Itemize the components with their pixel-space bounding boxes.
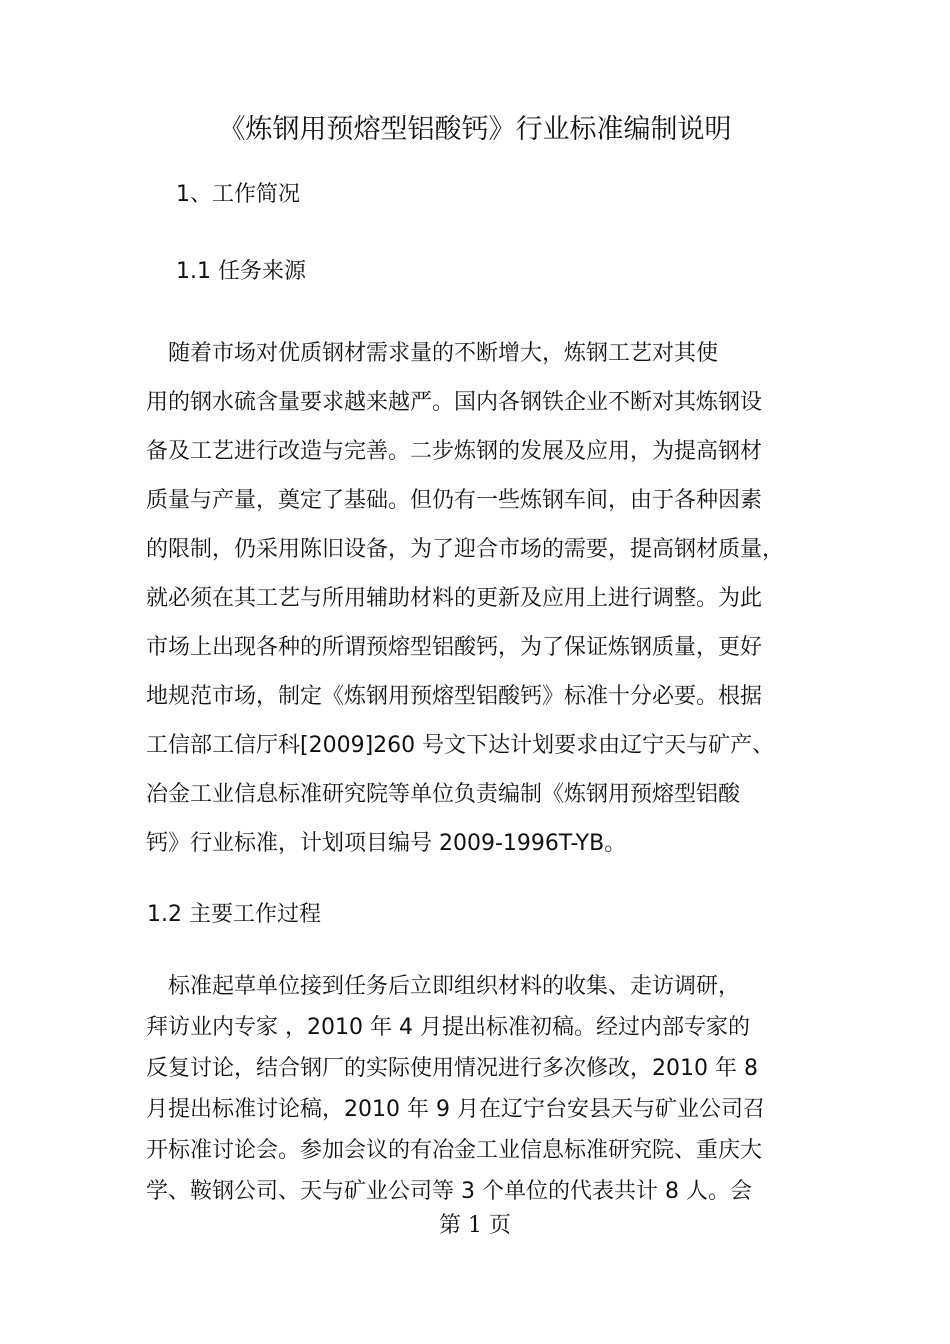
paragraph-line: 标准起草单位接到任务后立即组织材料的收集、走访调研，	[146, 974, 741, 999]
paragraph-line: 拜访业内专家 ，2010 年 4 月提出标准初稿。经过内部专家的	[146, 1015, 750, 1040]
paragraph-line: 冶金工业信息标准研究院等单位负责编制《炼钢用预熔型铝酸	[146, 782, 741, 807]
paragraph-line: 随着市场对优质钢材需求量的不断增大，炼钢工艺对其使	[146, 341, 719, 366]
paragraph-line: 学、鞍钢公司、天与矿业公司等 3 个单位的代表共计 8 人。会	[146, 1179, 752, 1204]
paragraph-line: 用的钢水硫含量要求越来越严。国内各钢铁企业不断对其炼钢设	[146, 390, 763, 415]
paragraph-line: 就必须在其工艺与所用辅助材料的更新及应用上进行调整。为此	[146, 586, 763, 611]
paragraph-line: 地规范市场，制定《炼钢用预熔型铝酸钙》标准十分必要。根据	[146, 684, 763, 709]
paragraph-line: 工信部工信厅科[2009]260 号文下达计划要求由辽宁天与矿产、	[146, 733, 775, 758]
paragraph-line: 反复讨论，结合钢厂的实际使用情况进行多次修改，2010 年 8	[146, 1056, 758, 1081]
section-heading-work-overview: 1、工作简况	[176, 182, 300, 207]
paragraph-line: 质量与产量，奠定了基础。但仍有一些炼钢车间，由于各种因素	[146, 488, 763, 513]
paragraph-line: 月提出标准讨论稿，2010 年 9 月在辽宁台安县天与矿业公司召	[146, 1097, 765, 1122]
paragraph-line: 市场上出现各种的所谓预熔型铝酸钙，为了保证炼钢质量，更好	[146, 635, 763, 660]
paragraph-work-process	[146, 966, 816, 1212]
page-number-footer: 第 1 页	[439, 1213, 511, 1238]
paragraph-line: 钙》行业标准，计划项目编号 2009-1996T-YB。	[146, 831, 627, 856]
section-heading-task-source: 1.1 任务来源	[176, 259, 306, 284]
document-title: 《炼钢用预熔型铝酸钙》行业标准编制说明	[218, 114, 732, 145]
section-heading-work-process: 1.2 主要工作过程	[147, 902, 321, 927]
paragraph-task-source	[146, 329, 816, 868]
paragraph-line: 的限制，仍采用陈旧设备，为了迎合市场的需要，提高钢材质量，	[146, 537, 785, 562]
paragraph-line: 备及工艺进行改造与完善。二步炼钢的发展及应用，为提高钢材	[146, 439, 763, 464]
paragraph-line: 开标准讨论会。参加会议的有冶金工业信息标准研究院、重庆大	[146, 1138, 763, 1163]
